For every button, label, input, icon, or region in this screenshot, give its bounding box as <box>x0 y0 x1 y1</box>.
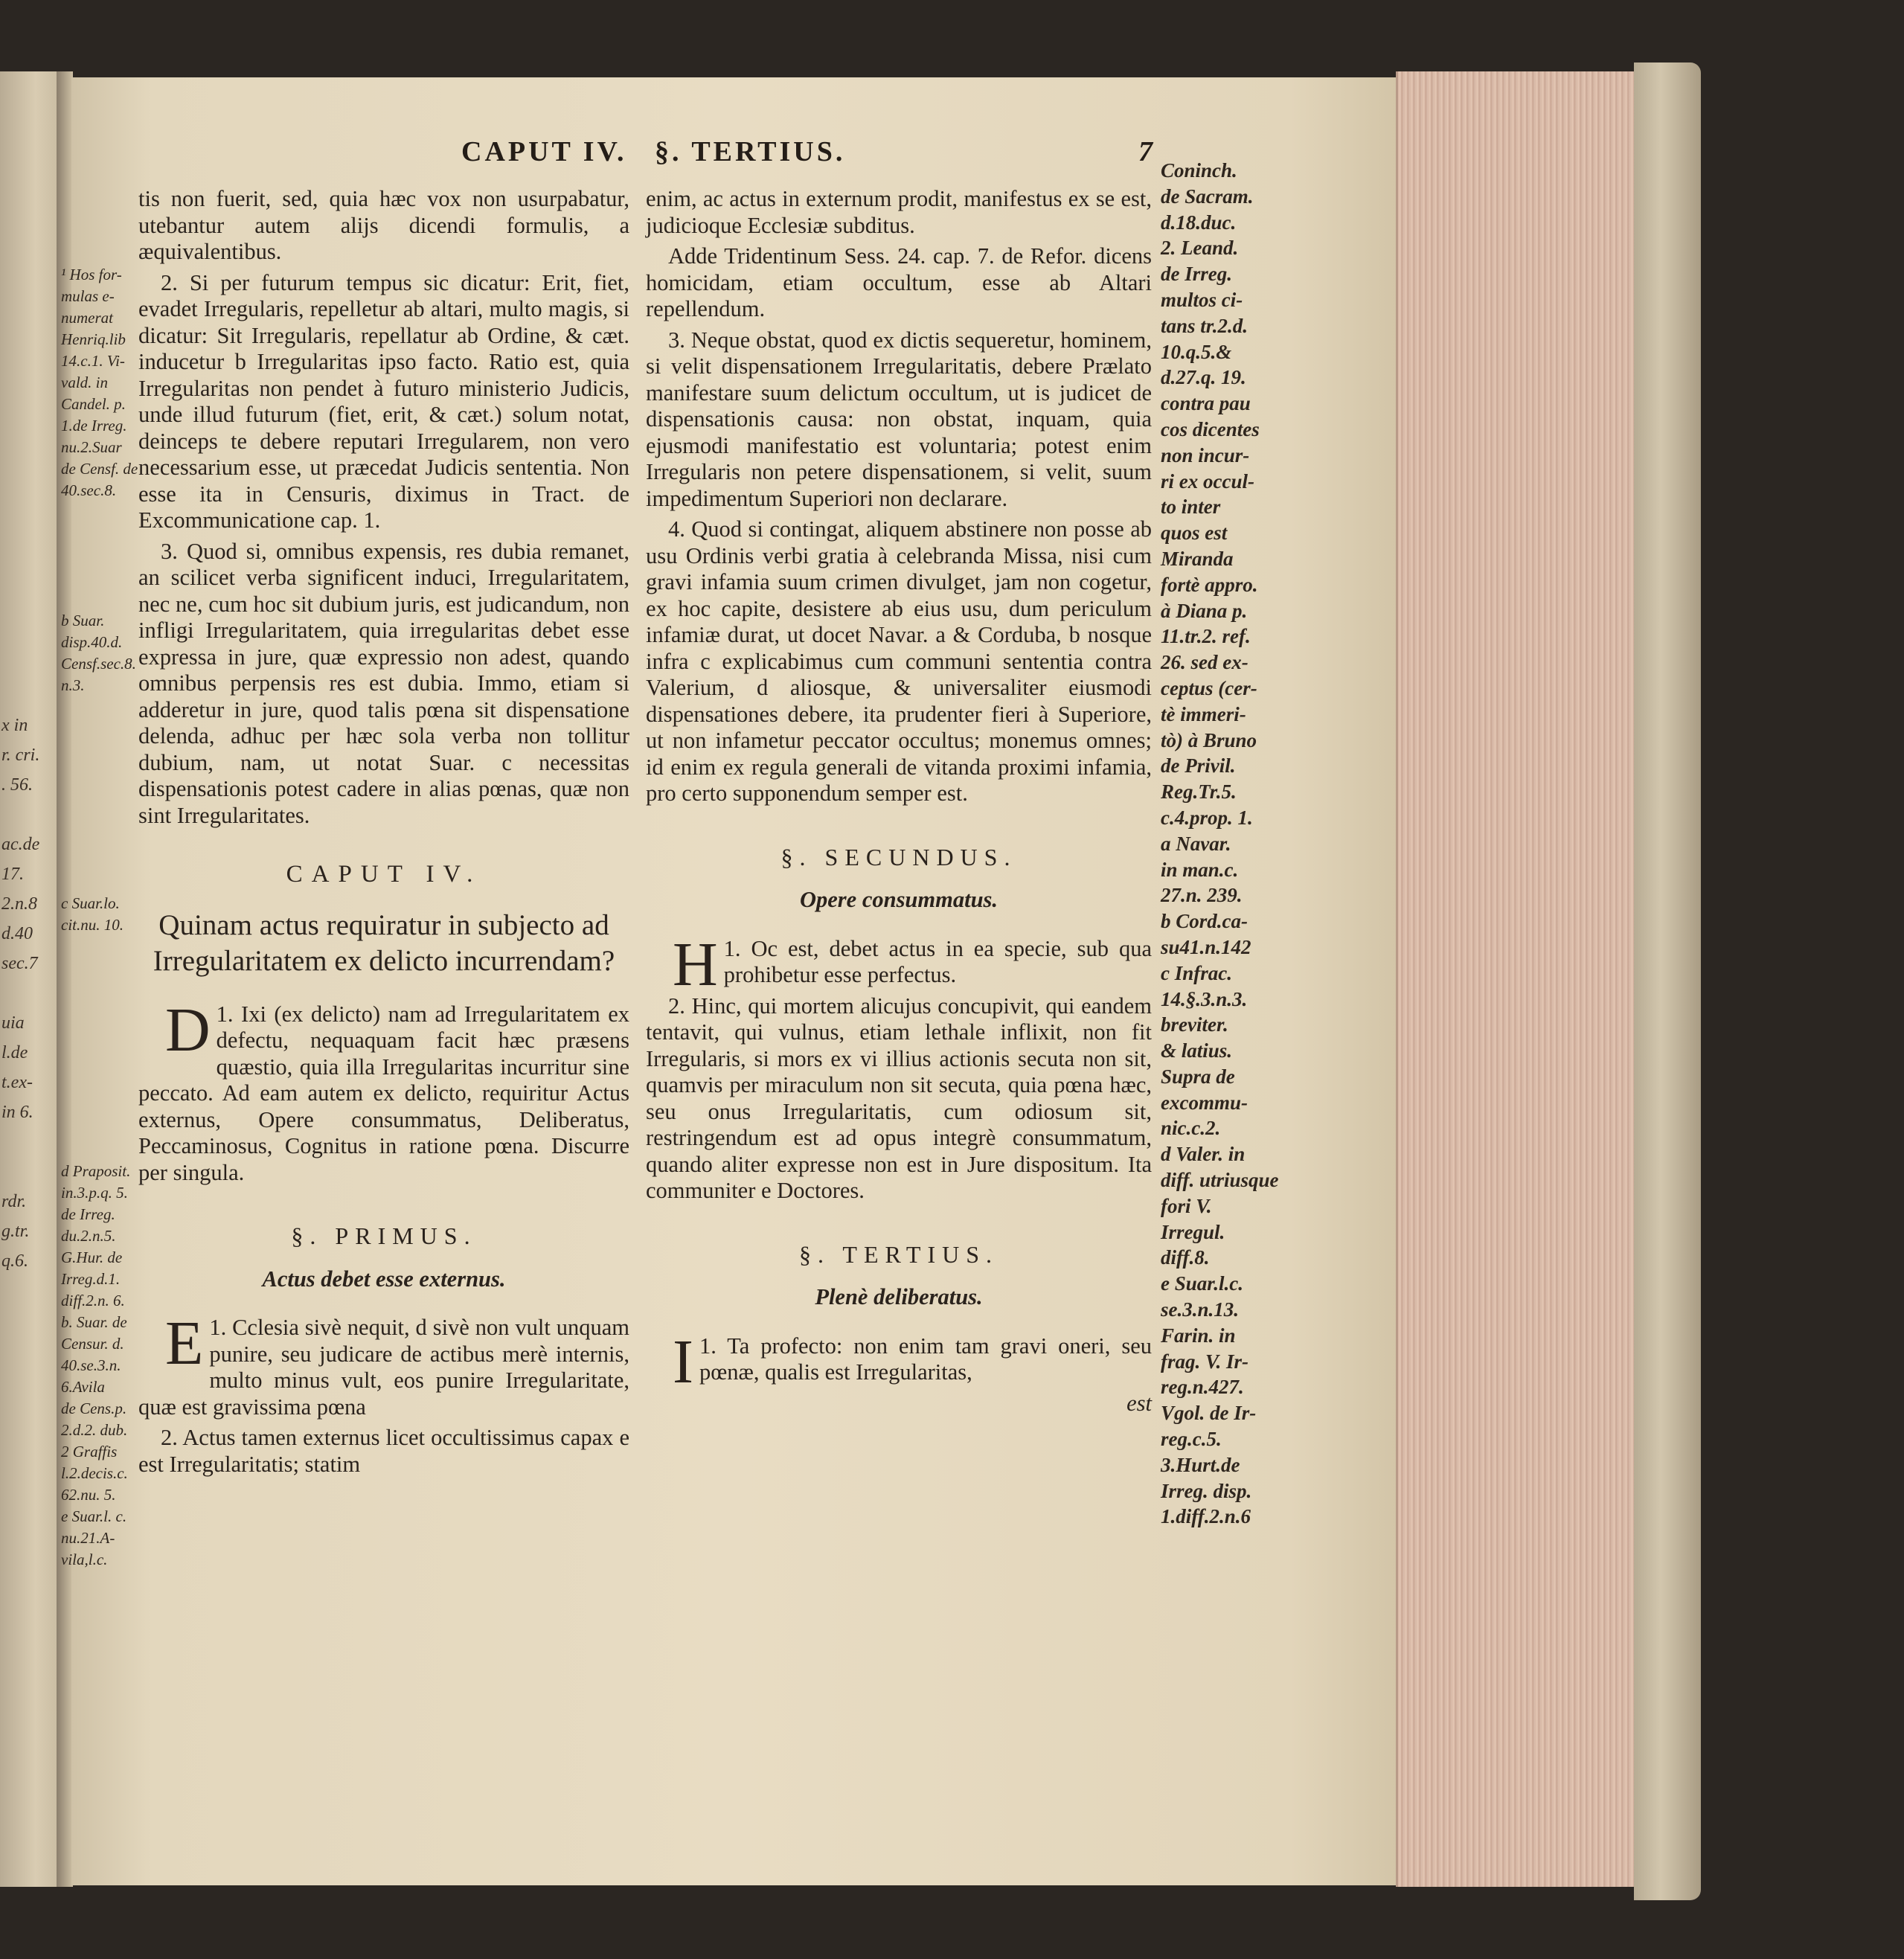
section-subtitle: Opere consummatus. <box>799 887 999 912</box>
paragraph: tis non fuerit, sed, quia hæc vox non usurpabatur, utebantur autem alijs dicendi formulis, a æquivalentibus. <box>138 186 629 264</box>
section-heading: §. TERTIUS. <box>798 1240 999 1268</box>
drop-cap: D <box>165 995 211 1065</box>
marginal-note-3: c Suar.lo. cit.nu. 10. <box>61 894 124 934</box>
left-column <box>138 186 629 1482</box>
facing-page-fragment: d.40 <box>1 924 33 943</box>
facing-page-fragment: x in <box>1 716 28 735</box>
facing-page-edge <box>0 71 60 1887</box>
page-number: 7 <box>1138 136 1155 167</box>
paragraph: 2. Si per futurum tempus sic dicatur: Erit, fiet, evadet Irregularis, repelletur ab altari, multo magis, si dicatur: Sit Irregularis, repellatur ab Ordine, & cæt. inducetur b Irregularitas ipso facto. Ratio est, quia Irregularitas non pendet à futuro ministerio Judicis, unde illud futurum (fiet, erit, & cæt.) solum notat, deinceps te debere reputari Irregularem, non vero necessarium esse, ut præcedat Judicis sententia. Non esse ita in Censuris, diximus in Tract. de Excommunicatione cap. 1. <box>138 269 629 533</box>
facing-page-fragment: in 6. <box>1 1103 33 1122</box>
paragraph: 1. Oc est, debet actus in ea specie, sub qua prohibetur esse perfectus. <box>723 935 1152 987</box>
facing-page-fragment: rdr. <box>1 1192 27 1211</box>
chapter-title: Quinam actus requiratur in subjecto ad Irregularitatem ex delicto incurrendam? <box>153 908 615 977</box>
fore-edge <box>1396 71 1636 1887</box>
paragraph: Adde Tridentinum Sess. 24. cap. 7. de Refor. dicens homicidam, etiam occultum, esse ab Altari repellendum. <box>646 243 1152 321</box>
section-subtitle: Actus debet esse externus. <box>262 1266 506 1292</box>
facing-page-fragment: sec.7 <box>1 954 38 973</box>
paragraph: 3. Quod si, omnibus expensis, res dubia remanet, an scilicet verba significent induci, Irregularitatem, nec ne, cum hoc sit dubium juris, est judicandum, non infligi Irregularitatem, quia irregularitas debet esse expressa in jure, quæ expressio non adest, quando omnibus perpensis res est dubia. Immo, etiam si adderetur in jure, quod talis pœna sit dispensatione delenda, adhuc per hæc sola verba non tollitur dubium, nam, ut notat Suar. c necessitas dispensationis potest cadere in alias pœnas, quæ non sint Irregularitates. <box>138 538 629 828</box>
cover-board <box>1634 62 1701 1900</box>
facing-page-fragment: 17. <box>1 865 24 884</box>
catchword: est <box>1126 1390 1152 1416</box>
paragraph: 1. Ixi (ex delicto) nam ad Irregularitatem ex defectu, nequaquam facit hæc præsens quæstio, quia illa Irregularitas incurritur sine peccato. Ad eam autem ex delicto, requiritur Actus externus, Opere consummatus, Deliberatus, Peccaminosus, Cognitus in ratione pœna. Discurre per singula. <box>138 1001 629 1185</box>
facing-page-fragment: ac.de <box>1 835 40 854</box>
section-heading: §. SECUNDUS. <box>780 843 1017 871</box>
drop-cap: I <box>673 1327 693 1397</box>
facing-page-fragment: t.ex- <box>1 1073 33 1092</box>
section-heading: §. PRIMUS. <box>291 1222 477 1249</box>
chapter-heading: CAPUT IV. <box>286 861 482 888</box>
paragraph: 4. Quod si contingat, aliquem abstinere non posse ab usu Ordinis verbi gratia à celebranda Missa, nisi cum gravi infamia suum crimen divulget, jam non cogetur, ex hoc capite, desistere ab eius usu, dum periculum infamiæ durat, ut docet Navar. a & Corduba, b nosque infra c explicabimus cum communi sententia contra Valerium, d aliosque, & universaliter eiusmodi dispensationes debere, ita prudenter fieri à Superiore, ut non infametur peccator occultus; monemus omnes; id enim ex regula generali de vitanda proximi infamia, pro certo supponendum semper est. <box>646 516 1152 806</box>
facing-page-fragment: 2.n.8 <box>1 894 37 914</box>
facing-page-fragment: r. cri. <box>1 746 40 765</box>
right-column <box>646 186 1152 1417</box>
drop-cap: E <box>165 1309 204 1378</box>
facing-page-fragment: uia <box>1 1013 25 1033</box>
paragraph: 2. Hinc, qui mortem alicujus concupivit, qui eandem tentavit, qui vulnus, etiam lethale inflixit, non fit Irregularis, si mors ex vi illius actionis secuta non sit, quamvis per miraculum non sit secuta, quia pœna hæc, seu onus Irregularitatis, cum odiosum sit, restringendum est ad opus integrè consummatum, quando aliter expresse non est in Jure dispositum. Ita communiter e Doctores. <box>646 993 1152 1203</box>
paragraph: 2. Actus tamen externus licet occultissimus capax e est Irregularitatis; statim <box>138 1425 629 1477</box>
paragraph: 1. Ta profecto: non enim tam gravi oneri, seu pœnæ, qualis est Irregularitas, <box>699 1333 1152 1385</box>
running-head-right: §. TERTIUS. <box>655 136 846 167</box>
outer-marginal-notes: Coninch. de Sacram. d.18.duc. 2. Leand. de Irreg. multos ci- tans tr.2.d. 10.q.5.& d.27.q. 19. contra pau cos dicentes non incur- ri ex occul- to inter quos est Miranda fortè appro. à Diana p. 11.tr.2. ref. 26. sed ex- ceptus (cer- tè immeri- tò) à Bruno de Privil. Reg.Tr.5. c.4.prop. 1. a Navar. in man.c. 27.n. 239. b Cord.ca- su41.n.142 c Infrac. 14.§.3.n.3. breviter. & latius. Supra de excommu- nic.c.2. d Valer. in diff. utriusque fori V. Irregul. diff.8. e Suar.l.c. se.3.n.13. Farin. in frag. V. Ir- reg.n.427. Vgol. de Ir- reg.c.5. 3.Hurt.de Irreg. disp. 1.diff.2.n.6 <box>1161 159 1279 1528</box>
paragraph: 3. Neque obstat, quod ex dictis sequeretur, hominem, si velit dispensationem Irregularitatis, debere Prælato manifestare suum delictum occultum, ut is judicet de dispensationis causa: non obstat, inquam, quia ejusmodi manifestatio est voluntaria; potest enim Irregularis non petere dispensationem, si velit, suum impedimentum Superiori non declarare. <box>646 327 1152 511</box>
section-subtitle: Plenè deliberatus. <box>815 1284 983 1309</box>
running-head-left: CAPUT IV. <box>461 136 627 167</box>
marginal-note-4: d Praposit. in.3.p.q. 5. de Irreg. du.2.n.5. G.Hur. de Irreg.d.1. diff.2.n. 6. b. Suar. de Censur. d. 40.se.3.n. 6.Avila de Cens.p. 2.d.2. dub. 2 Graffis l.2.decis.c. 62.nu. 5. e Suar.l. c. nu.21.A- vila,l.c. <box>61 1162 131 1568</box>
drop-cap: H <box>673 929 718 999</box>
marginal-note-1: ¹ Hos for- mulas e- numerat Henriq.lib 14.c.1. Vi- vald. in Candel. p. 1.de Irreg. nu.2.Suar de Censf. 40.sec.8. <box>61 266 127 499</box>
paragraph: enim, ac actus in externum prodit, manifestus ex se est, judicioque Ecclesiæ subditus. <box>646 186 1152 238</box>
marginal-note-2: b Suar. disp.40.d. Censf.sec.8. n.3. <box>61 612 136 694</box>
paragraph: 1. Cclesia sivè nequit, d sivè non vult unquam punire, seu judicare de actibus merè internis, multo minus vult, eos punire Irregularitate, quæ est gravissima pœna <box>138 1315 629 1420</box>
facing-page-fragment: . 56. <box>1 775 33 795</box>
facing-page-fragment: g.tr. <box>1 1222 30 1241</box>
facing-page-fragment: l.de <box>1 1043 28 1062</box>
facing-page-fragment: q.6. <box>1 1251 28 1271</box>
